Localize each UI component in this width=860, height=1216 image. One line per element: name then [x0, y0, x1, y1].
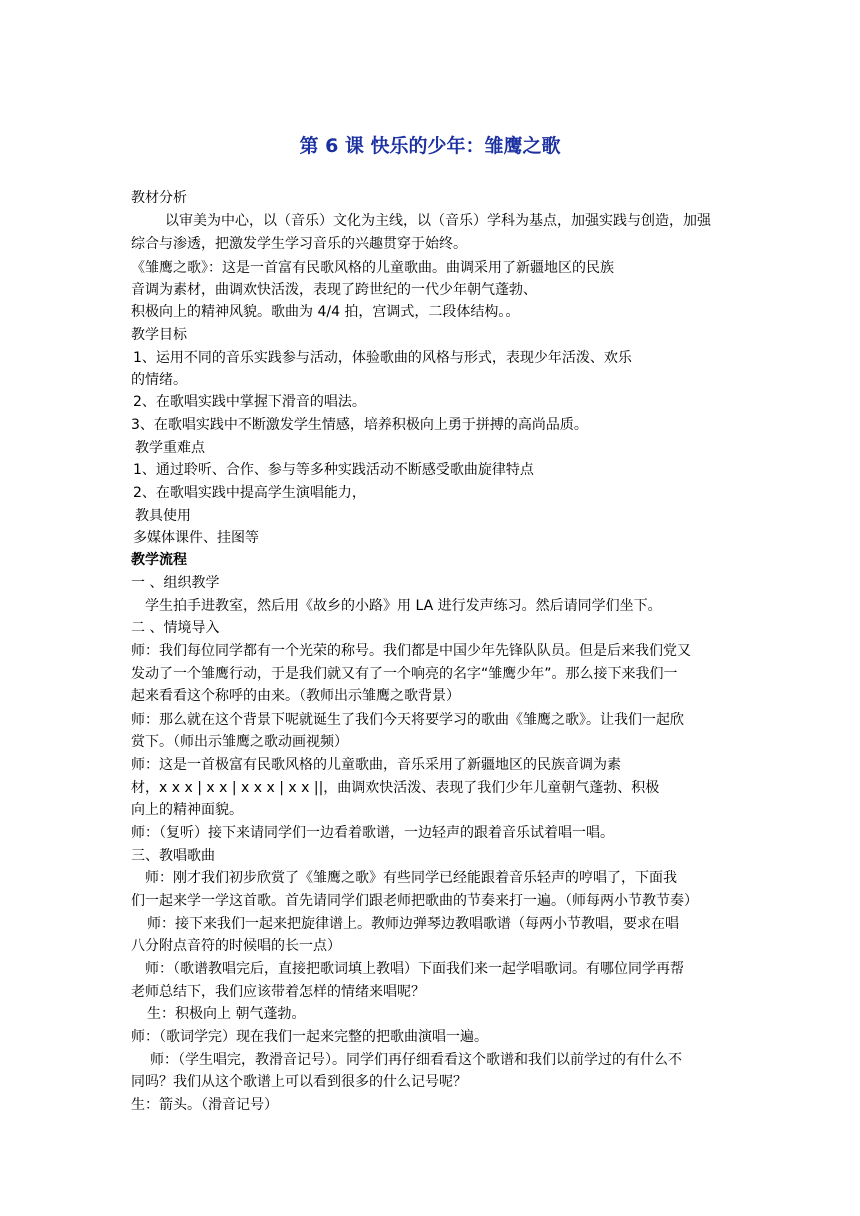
- paragraph-line: 师：（歌谱教唱完后，直接把歌词填上教唱）下面我们来一起学唱歌词。有哪位同学再帮: [145, 961, 684, 977]
- paragraph-line: 同吗？我们从这个歌谱上可以看到很多的什么记号呢？: [131, 1074, 467, 1090]
- paragraph-line: 们一起来学一学这首歌。首先请同学们跟老师把歌曲的节奏来打一遍。（师每两小节教节奏）: [131, 893, 698, 909]
- heading-key-points: 教学重难点: [135, 440, 205, 456]
- heading-teaching-aids: 教具使用: [135, 508, 191, 524]
- paragraph-line: 积极向上的精神风貌。歌曲为 4/4 拍，宫调式，二段体结构。。: [131, 304, 520, 320]
- section-heading-organize: 一 、组织教学: [131, 575, 220, 591]
- paragraph-line: 学生拍手进教室，然后用《故乡的小路》用 LA 进行发声练习。然后请同学们坐下。: [145, 598, 662, 614]
- paragraph-line: 发动了一个雏鹰行动，于是我们就又有了一个响亮的名字“雏鹰少年”。那么接下来我们一: [131, 666, 678, 682]
- paragraph-line: 音调为素材，曲调欢快活泼，表现了跨世纪的一代少年朝气蓬勃、: [131, 282, 537, 298]
- paragraph-line: 师：（复听）接下来请同学们一边看着歌谱，一边轻声的跟着音乐试着唱一唱。: [131, 825, 614, 841]
- goal-item: 2、在歌唱实践中掌握下滑音的唱法。: [133, 394, 366, 410]
- paragraph-line: 师：（歌词学完）现在我们一起来完整的把歌曲演唱一遍。: [131, 1029, 488, 1045]
- paragraph-line: 向上的精神面貌。: [131, 802, 243, 818]
- key-point-item: 1、通过聆听、合作、参与等多种实践活动不断感受歌曲旋律特点: [133, 462, 534, 478]
- goal-item: 3、在歌唱实践中不断激发学生情感，培养积极向上勇于拼搏的高尚品质。: [131, 417, 588, 433]
- section-heading-intro: 二 、情境导入: [131, 620, 220, 636]
- paragraph-line: 以审美为中心，以（音乐）文化为主线，以（音乐）学科为基点，加强实践与创造，加强: [165, 213, 711, 229]
- paragraph-line: 师：刚才我们初步欣赏了《雏鹰之歌》有些同学已经能跟着音乐轻声的哼唱了，下面我: [145, 870, 677, 886]
- paragraph-line: 八分附点音符的时候唱的长一点）: [131, 938, 341, 954]
- paragraph-line: 师：（学生唱完，教滑音记号）。同学们再仔细看看这个歌谱和我们以前学过的有什么不: [150, 1052, 682, 1068]
- paragraph-line: 老师总结下，我们应该带着怎样的情绪来唱呢？: [131, 984, 425, 1000]
- paragraph-line: 《雏鹰之歌》：这是一首富有民歌风格的儿童歌曲。曲调采用了新疆地区的民族: [131, 260, 614, 276]
- paragraph-line: 赏下。（师出示雏鹰之歌动画视频）: [131, 734, 348, 750]
- paragraph-line: 综合与渗透，把激发学生学习音乐的兴趣贯穿于始终。: [131, 236, 467, 252]
- paragraph-line: 师：我们每位同学都有一个光荣的称号。我们都是中国少年先锋队队员。但是后来我们党又: [131, 643, 691, 659]
- goal-item-cont: 的情绪。: [131, 372, 187, 388]
- paragraph-line: 师：接下来我们一起来把旋律谱上。教师边弹琴边教唱歌谱（每两小节教唱，要求在唱: [147, 916, 679, 932]
- heading-teaching-goals: 教学目标: [131, 327, 187, 343]
- heading-teaching-process: 教学流程: [131, 552, 187, 568]
- paragraph-line: 师：这是一首极富有民歌风格的儿童歌曲，音乐采用了新疆地区的民族音调为素: [131, 757, 621, 773]
- paragraph-line: 起来看看这个称呼的由来。（教师出示雏鹰之歌背景）: [131, 688, 460, 704]
- paragraph-line: 师：那么就在这个背景下呢就诞生了我们今天将要学习的歌曲《雏鹰之歌》。让我们一起欣: [131, 712, 684, 728]
- teaching-aids-text: 多媒体课件、挂图等: [133, 530, 259, 546]
- lesson-title: 第 6 课 快乐的少年：雏鹰之歌: [299, 135, 561, 157]
- paragraph-line: 生：积极向上 朝气蓬勃。: [147, 1006, 306, 1022]
- goal-item: 1、运用不同的音乐实践参与活动，体验歌曲的风格与形式，表现少年活泼、欢乐: [133, 350, 632, 366]
- key-point-item: 2、在歌唱实践中提高学生演唱能力，: [133, 485, 366, 501]
- rhythm-line: 材，x x x | x x | x x x | x x ||，曲调欢快活泼、表现了我们少年儿童朝气蓬勃、积极: [131, 780, 660, 796]
- section-heading-teach-song: 三、教唱歌曲: [131, 848, 215, 864]
- paragraph-line: 生：箭头。（滑音记号）: [131, 1097, 278, 1113]
- heading-textbook-analysis: 教材分析: [131, 190, 187, 206]
